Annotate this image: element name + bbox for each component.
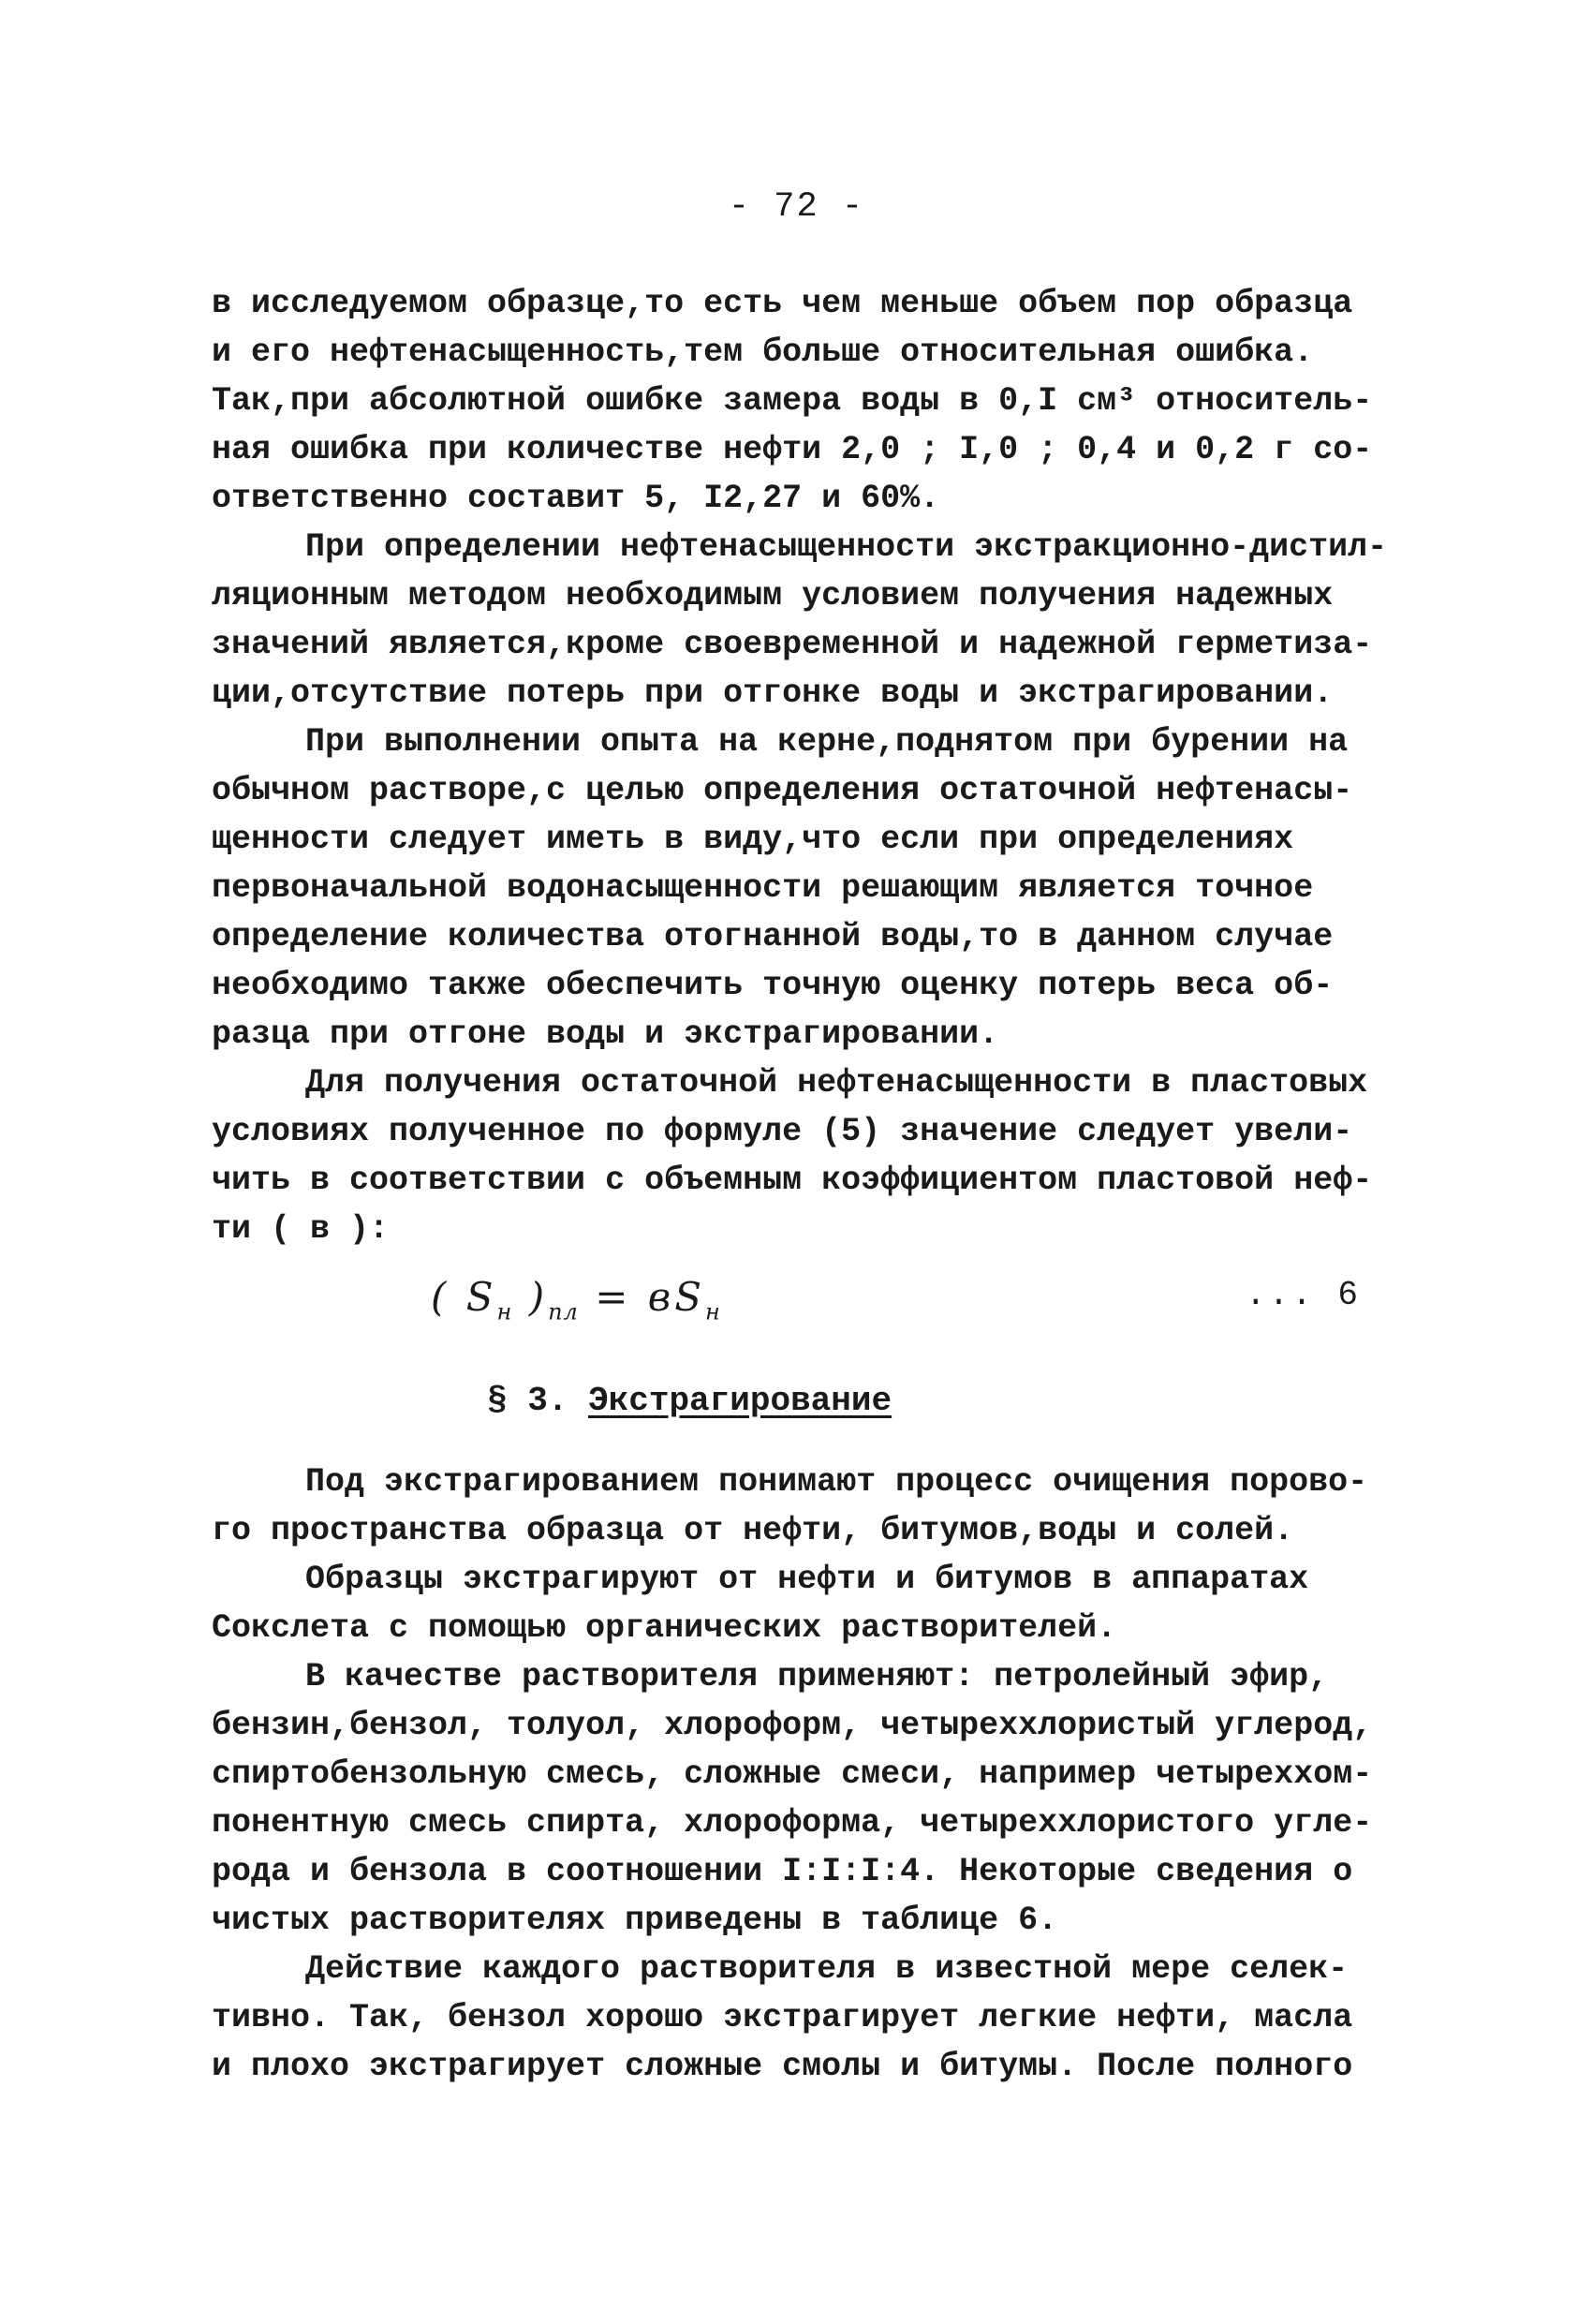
text-line: ная ошибка при количестве нефти 2,0 ; I,0 ; 0,4 и 0,2 г со- bbox=[212, 431, 1373, 468]
text-line: ти ( в ): bbox=[212, 1210, 390, 1248]
text-line: ции,отсутствие потерь при отгонке воды и экстрагировании. bbox=[212, 674, 1334, 712]
text-line: Сокслета с помощью органических растворителей. bbox=[212, 1609, 1117, 1647]
text-line: щенности следует иметь в виду,что если при определениях bbox=[212, 821, 1294, 858]
text-line: понентную смесь спирта, хлороформа, четыреххлористого угле- bbox=[212, 1804, 1373, 1842]
text-line: Так,при абсолютной ошибке замера воды в 0,I см³ относитель- bbox=[212, 382, 1373, 420]
text-line: чить в соответствии с объемным коэффициентом пластовой неф- bbox=[212, 1162, 1373, 1199]
text-line: бензин,бензол, толуол, хлороформ, четыреххлористый углерод, bbox=[212, 1707, 1373, 1744]
text-line: чистых растворителях приведены в таблице 6. bbox=[212, 1902, 1058, 1939]
text-line: определение количества отогнанной воды,то в данном случае bbox=[212, 918, 1334, 955]
text-line: ответственно составит 5, I2,27 и 60%. bbox=[212, 480, 940, 517]
page-number: - 72 - bbox=[728, 187, 865, 227]
text-line: и его нефтенасыщенность,тем больше относительная ошибка. bbox=[212, 333, 1314, 371]
text-line: обычном растворе,с целью определения остаточной нефтенасы- bbox=[212, 772, 1353, 809]
paragraph-7 bbox=[212, 1652, 1410, 1945]
paragraph-3 bbox=[212, 718, 1410, 1058]
text-line: первоначальной водонасыщенности решающим является точное bbox=[212, 869, 1314, 907]
text-line: Действие каждого растворителя в известной мере селек- bbox=[305, 1950, 1349, 1988]
text-line: Под экстрагированием понимают процесс очищения порово- bbox=[305, 1463, 1368, 1501]
paragraph-2 bbox=[212, 523, 1410, 718]
text-line: и плохо экстрагирует сложные смолы и битумы. После полного bbox=[212, 2048, 1353, 2085]
text-line: спиртобензольную смесь, сложные смеси, например четыреххом- bbox=[212, 1755, 1373, 1793]
text-line: необходимо также обеспечить точную оценку потерь веса об- bbox=[212, 967, 1334, 1004]
text-line: Для получения остаточной нефтенасыщенности в пластовых bbox=[305, 1064, 1368, 1102]
text-line: В качестве растворителя применяют: петролейный эфир, bbox=[305, 1658, 1329, 1695]
text-line: условиях полученное по формуле (5) значение следует увели- bbox=[212, 1113, 1353, 1150]
text-line: рода и бензола в соотношении I:I:I:4. Некоторые сведения о bbox=[212, 1853, 1353, 1890]
formula-6 bbox=[431, 1274, 721, 1325]
paragraph-4 bbox=[212, 1058, 1410, 1253]
formula-lhs-var-sub: н bbox=[496, 1298, 513, 1325]
paragraph-6 bbox=[212, 1555, 1410, 1652]
paragraph-5 bbox=[212, 1458, 1410, 1555]
formula-number: ... 6 bbox=[1246, 1276, 1362, 1314]
formula-rhs-var-sub: н bbox=[704, 1298, 721, 1325]
text-line: в исследуемом образце,то есть чем меньше объем пор образца bbox=[212, 285, 1353, 322]
section-title: Экстрагирование bbox=[588, 1382, 892, 1420]
paragraph-1 bbox=[212, 279, 1410, 523]
paragraph-8 bbox=[212, 1945, 1410, 2091]
text-line: го пространства образца от нефти, битумов,воды и солей. bbox=[212, 1512, 1294, 1549]
text-line: При выполнении опыта на керне,поднятом при бурении на bbox=[305, 723, 1349, 761]
text-line: разца при отгоне воды и экстрагировании. bbox=[212, 1015, 999, 1053]
formula-lhs-open: ( bbox=[431, 1274, 466, 1320]
text-line: При определении нефтенасыщенности экстракционно-дистил- bbox=[305, 528, 1388, 566]
formula-lhs-sub: пл bbox=[548, 1298, 579, 1325]
text-line: значений является,кроме своевременной и надежной герметиза- bbox=[212, 626, 1373, 663]
formula-rhs-coef: в bbox=[647, 1274, 675, 1320]
text-line: тивно. Так, бензол хорошо экстрагирует легкие нефти, масла bbox=[212, 1999, 1353, 2036]
text-line: Образцы экстрагируют от нефти и битумов в аппаратах bbox=[305, 1561, 1309, 1598]
section-marker: § 3. bbox=[487, 1382, 568, 1420]
formula-rhs-var: S bbox=[674, 1274, 705, 1320]
section-heading bbox=[487, 1382, 892, 1420]
formula-lhs-var: S bbox=[465, 1274, 497, 1320]
text-line: ляционным методом необходимым условием получения надежных bbox=[212, 577, 1334, 614]
formula-equals: = bbox=[578, 1274, 648, 1320]
formula-lhs-close: ) bbox=[512, 1274, 549, 1320]
